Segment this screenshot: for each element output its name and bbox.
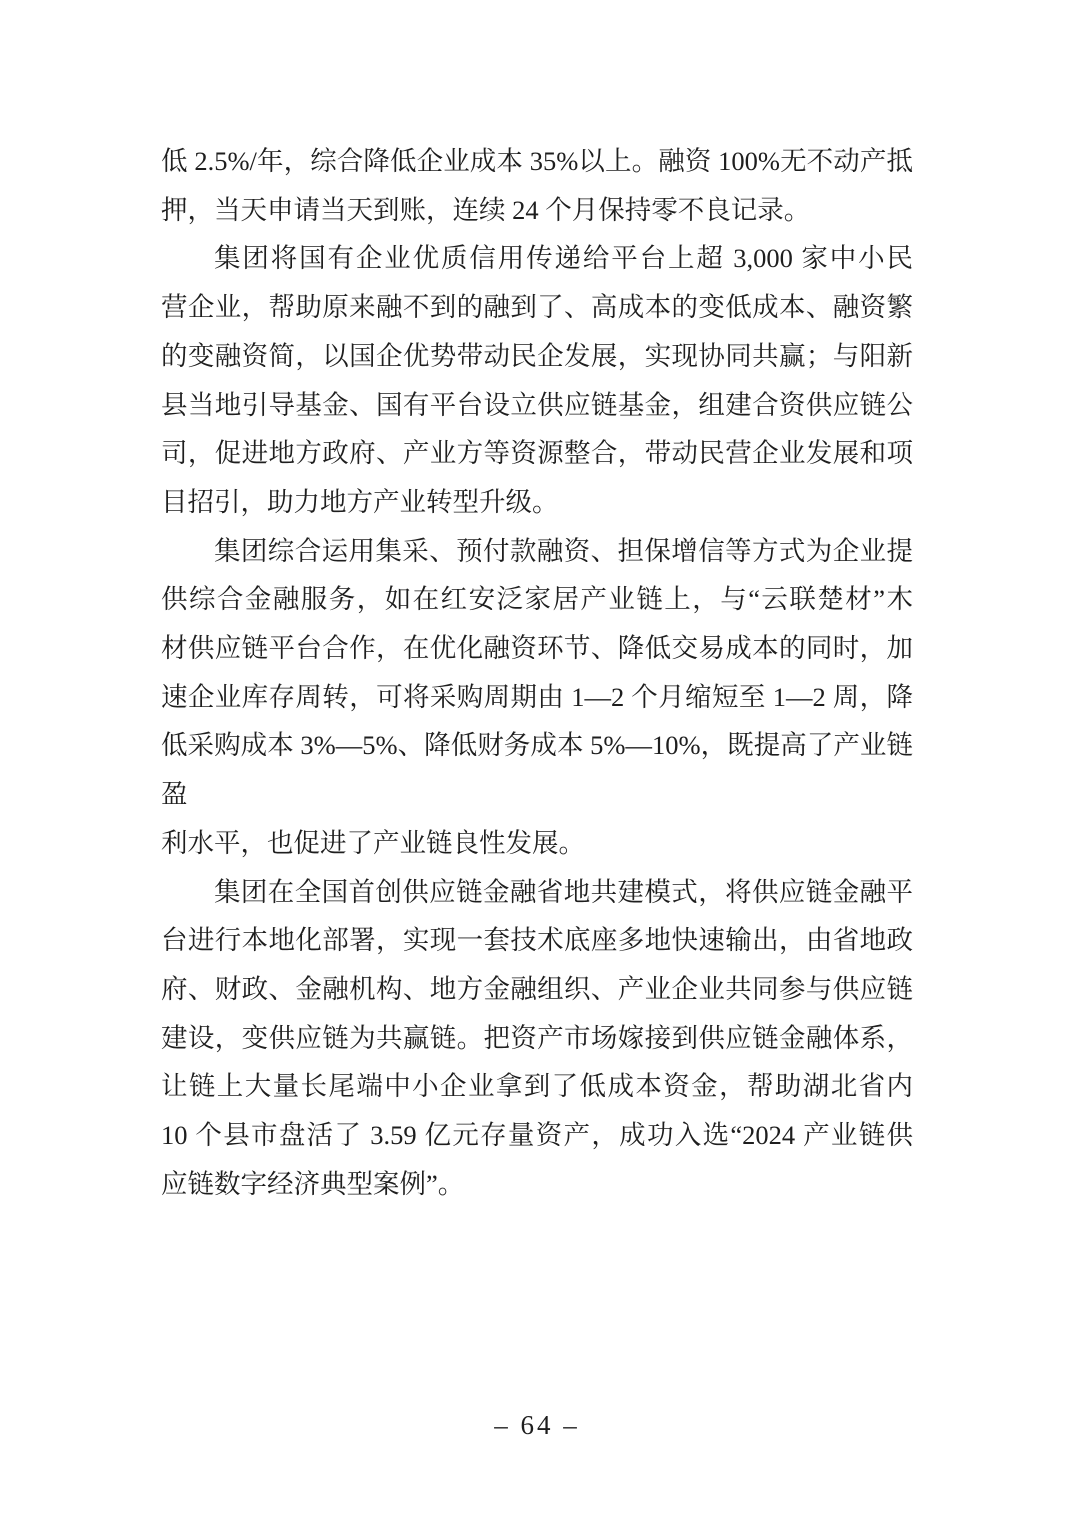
body-line: 速企业库存周转，可将采购周期由 1—2 个月缩短至 1—2 周，降 bbox=[161, 681, 913, 712]
body-line: 集团综合运用集采、预付款融资、担保增信等方式为企业提 bbox=[214, 535, 913, 566]
body-line: 建设，变供应链为共赢链。把资产市场嫁接到供应链金融体系， bbox=[161, 1022, 913, 1053]
body-line: 府、财政、金融机构、地方金融组织、产业企业共同参与供应链 bbox=[161, 973, 913, 1004]
body-line: 司，促进地方政府、产业方等资源整合，带动民营企业发展和项 bbox=[161, 438, 913, 469]
body-line: 10 个县市盘活了 3.59 亿元存量资产，成功入选“2024 产业链供 bbox=[161, 1120, 913, 1151]
body-line: 供综合金融服务，如在红安泛家居产业链上，与“云联楚材”木 bbox=[161, 584, 913, 615]
body-line: 利水平，也促进了产业链良性发展。 bbox=[161, 827, 585, 858]
page-number: – 64 – bbox=[494, 1410, 580, 1440]
body-line: 台进行本地化部署，实现一套技术底座多地快速输出，由省地政 bbox=[161, 925, 913, 956]
body-line: 县当地引导基金、国有平台设立供应链基金，组建合资供应链公 bbox=[161, 389, 913, 420]
body-line: 押，当天申请当天到账，连续 24 个月保持零不良记录。 bbox=[161, 194, 811, 225]
body-text bbox=[161, 137, 913, 1208]
body-line: 低采购成本 3%—5%、降低财务成本 5%—10%，既提高了产业链盈 bbox=[161, 730, 913, 810]
body-line: 的变融资简，以国企优势带动民企发展，实现协同共赢；与阳新 bbox=[161, 340, 913, 371]
body-line: 让链上大量长尾端中小企业拿到了低成本资金，帮助湖北省内 bbox=[161, 1071, 913, 1102]
body-line: 目招引，助力地方产业转型升级。 bbox=[161, 486, 559, 517]
body-line: 营企业，帮助原来融不到的融到了、高成本的变低成本、融资繁 bbox=[161, 292, 913, 323]
page-footer bbox=[0, 1410, 1074, 1441]
body-line: 材供应链平台合作，在优化融资环节、降低交易成本的同时，加 bbox=[161, 633, 913, 664]
body-line: 低 2.5%/年，综合降低企业成本 35%以上。融资 100%无不动产抵 bbox=[161, 146, 913, 176]
body-line: 集团在全国首创供应链金融省地共建模式，将供应链金融平 bbox=[214, 876, 913, 907]
body-line: 集团将国有企业优质信用传递给平台上超 3,000 家中小民 bbox=[214, 243, 913, 274]
body-line: 应链数字经济典型案例”。 bbox=[161, 1168, 465, 1199]
